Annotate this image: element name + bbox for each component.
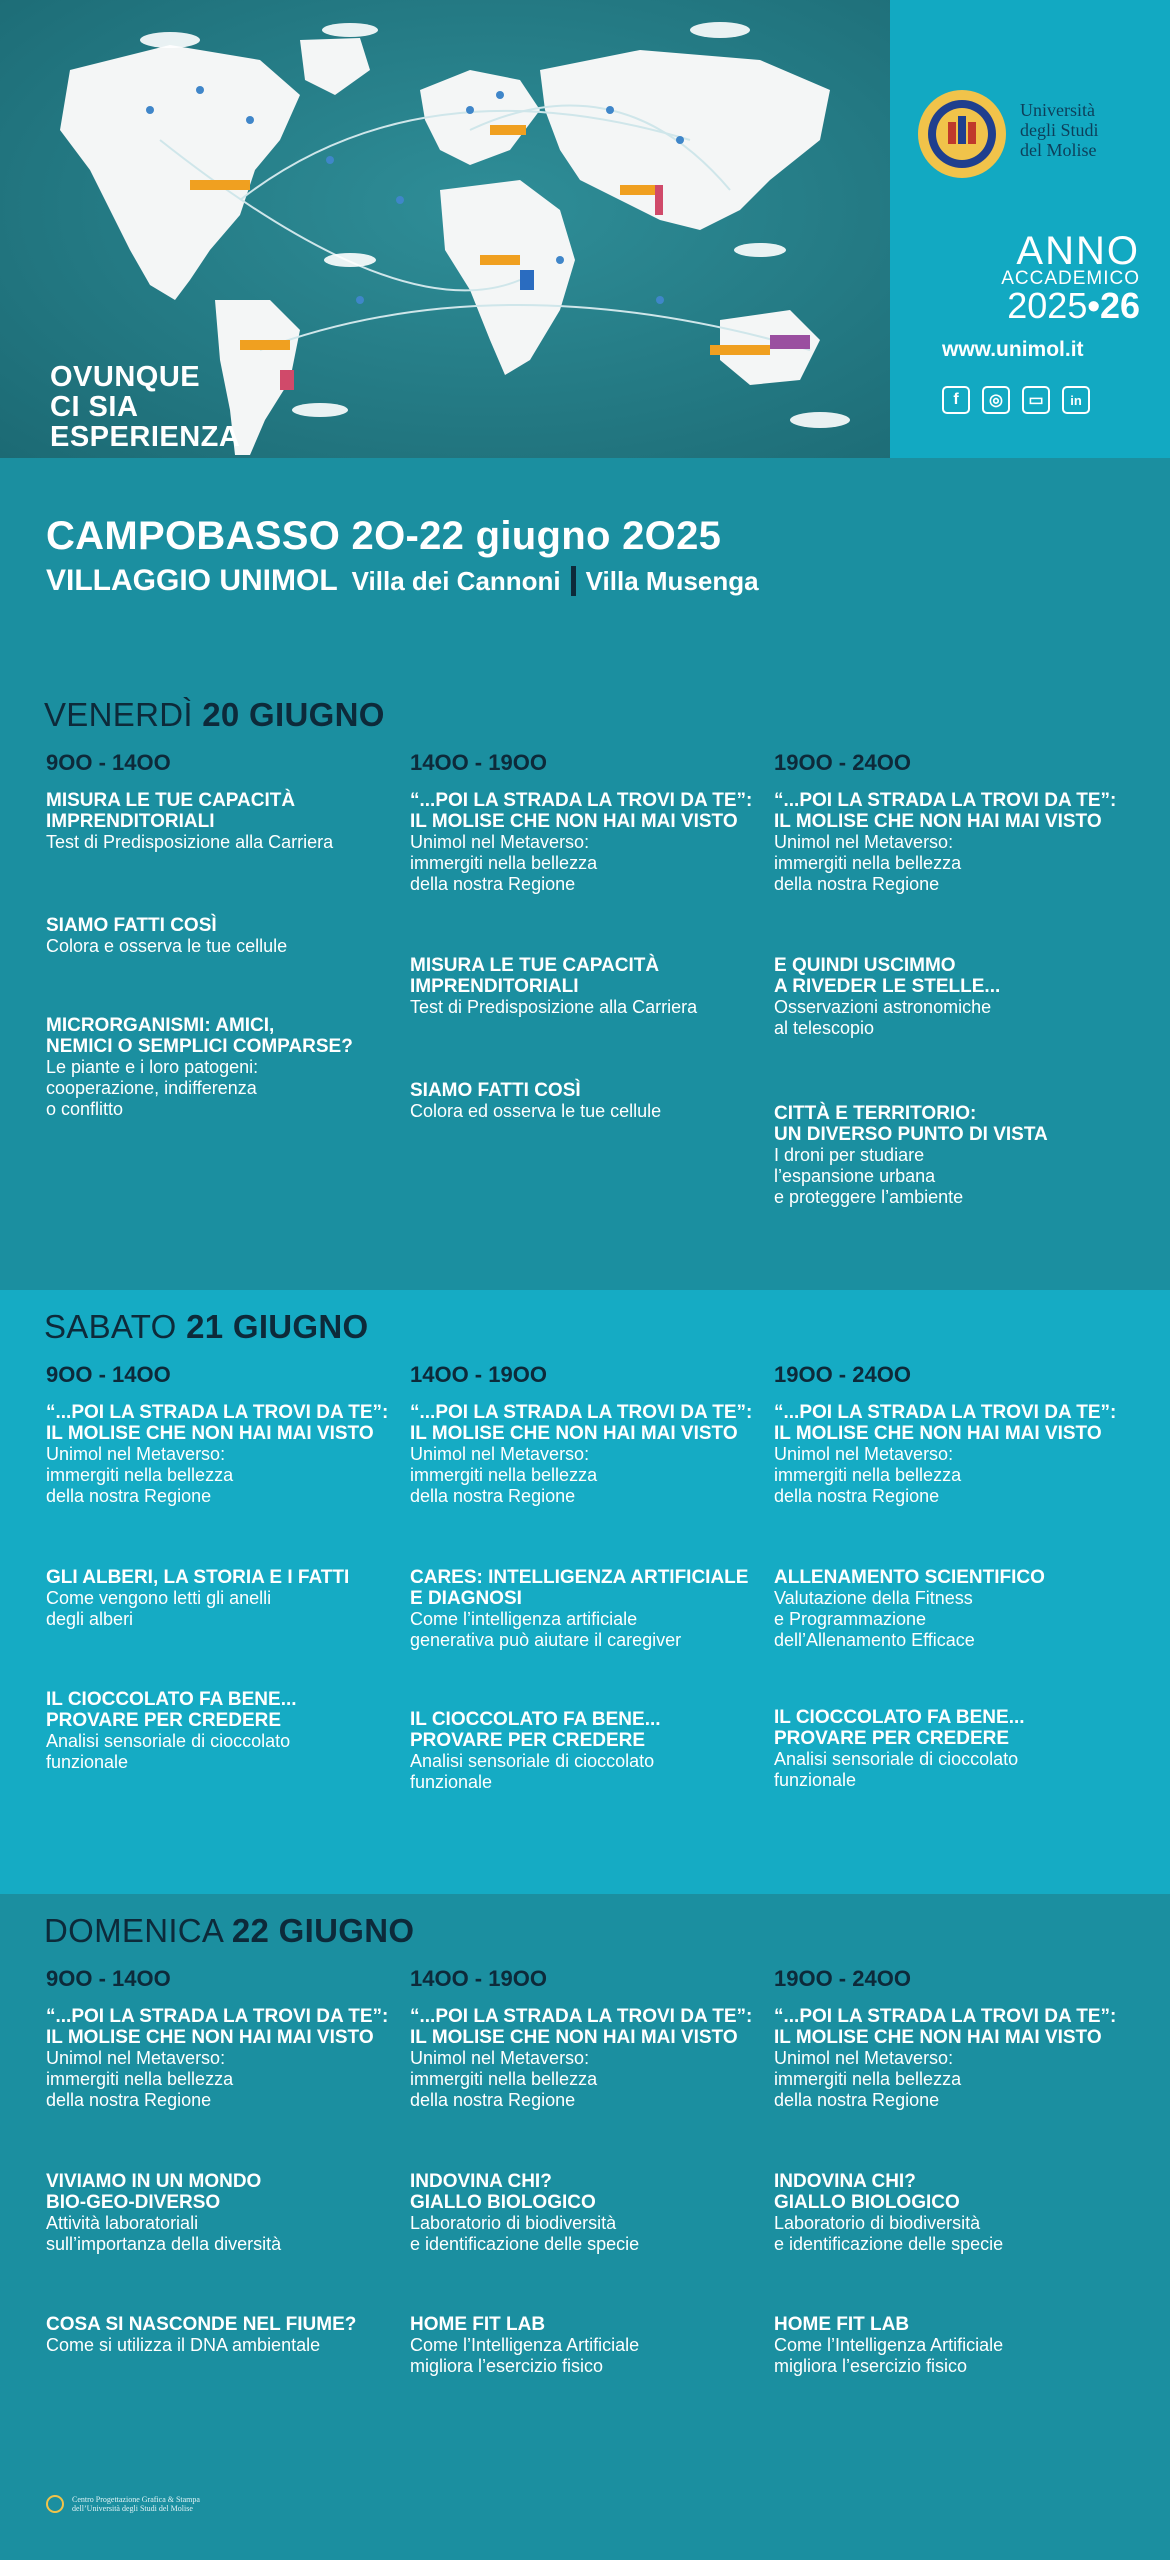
- activity-title: “...POI LA STRADA LA TROVI DA TE”: IL MOLISE CHE NON HAI MAI VISTO: [774, 2006, 1117, 2048]
- activity: [410, 1567, 760, 1709]
- instagram-icon[interactable]: ◎: [982, 386, 1010, 414]
- activity-title: “...POI LA STRADA LA TROVI DA TE”: IL MOLISE CHE NON HAI MAI VISTO: [774, 790, 1117, 832]
- time-slot: 14OO - 19OO: [410, 1966, 547, 1991]
- venue-name: Villa Musenga: [585, 565, 759, 596]
- day-name: VENERDÌ: [44, 696, 193, 733]
- activity-title: CARES: INTELLIGENZA ARTIFICIALE E DIAGNOSI: [410, 1567, 749, 1609]
- time-slot: 19OO - 24OO: [774, 1362, 911, 1387]
- time-slot: 9OO - 14OO: [46, 1362, 171, 1387]
- activity-title: MICRORGANISMI: AMICI, NEMICI O SEMPLICI COMPARSE?: [46, 1015, 353, 1057]
- day-date: 22 GIUGNO: [231, 1912, 415, 1949]
- activity: [46, 1567, 396, 1689]
- footer-line: dell’Università degli Studi del Molise: [72, 2504, 193, 2513]
- academic-year: [940, 229, 1140, 326]
- activity-description: Come l’Intelligenza Artificiale migliora l’esercizio fisico: [774, 2335, 1004, 2376]
- activity-description: Unimol nel Metaverso: immergiti nella bellezza della nostra Regione: [46, 2048, 234, 2110]
- activity: [46, 1402, 396, 1567]
- university-name-line: degli Studi: [1020, 120, 1099, 140]
- day-title: [44, 1308, 369, 1346]
- university-name-line: del Molise: [1020, 140, 1097, 160]
- activity-description: Attività laboratoriali sull’importanza della diversità: [46, 2213, 282, 2254]
- activity: [410, 2171, 760, 2314]
- activity-description: Unimol nel Metaverso: immergiti nella bellezza della nostra Regione: [46, 1444, 234, 1506]
- activity: [410, 790, 760, 955]
- activity-title: IL CIOCCOLATO FA BENE... PROVARE PER CREDERE: [410, 1709, 661, 1751]
- activity: [410, 955, 760, 1080]
- activity: [774, 2171, 1124, 2314]
- footer-text: [72, 2495, 200, 2513]
- activity-description: Unimol nel Metaverso: immergiti nella bellezza della nostra Regione: [774, 1444, 962, 1506]
- activity-title: COSA SI NASCONDE NEL FIUME?: [46, 2314, 357, 2335]
- activity-title: “...POI LA STRADA LA TROVI DA TE”: IL MOLISE CHE NON HAI MAI VISTO: [46, 1402, 389, 1444]
- venue-name: Villa dei Cannoni: [351, 565, 561, 596]
- activity-description: Le piante e i loro patogeni: cooperazione, indifferenza o conflitto: [46, 1057, 259, 1119]
- activity: [46, 915, 396, 1015]
- activity-description: Unimol nel Metaverso: immergiti nella bellezza della nostra Regione: [410, 2048, 598, 2110]
- activity: [410, 1402, 760, 1567]
- academic-years: [940, 285, 1140, 326]
- activity-description: Laboratorio di biodiversità e identificazione delle specie: [410, 2213, 640, 2254]
- activity: [410, 1709, 760, 1793]
- footer-line: Centro Progettazione Grafica & Stampa: [72, 2495, 200, 2504]
- activity-title: SIAMO FATTI COSÌ: [410, 1080, 581, 1101]
- activity-title: SIAMO FATTI COSÌ: [46, 915, 217, 936]
- year-start: 2025: [1007, 285, 1088, 326]
- activity-title: “...POI LA STRADA LA TROVI DA TE”: IL MOLISE CHE NON HAI MAI VISTO: [774, 1402, 1117, 1444]
- activity-title: INDOVINA CHI? GIALLO BIOLOGICO: [410, 2171, 596, 2213]
- youtube-icon[interactable]: ▭: [1022, 386, 1050, 414]
- anno-label: ANNO: [1016, 229, 1140, 273]
- university-name-line: Università: [1020, 100, 1095, 120]
- day-title: [44, 1912, 414, 1950]
- slogan-line: CI SIA: [50, 391, 139, 423]
- event-venues: [46, 564, 759, 598]
- activity-description: Unimol nel Metaverso: immergiti nella bellezza della nostra Regione: [774, 2048, 962, 2110]
- activity-title: CITTÀ E TERRITORIO: UN DIVERSO PUNTO DI VISTA: [774, 1103, 1048, 1145]
- activity-title: MISURA LE TUE CAPACITÀ IMPRENDITORIALI: [46, 790, 296, 832]
- activity: [774, 2006, 1124, 2171]
- slogan-line: OVUNQUE: [50, 361, 201, 393]
- activity-title: “...POI LA STRADA LA TROVI DA TE”: IL MOLISE CHE NON HAI MAI VISTO: [410, 1402, 753, 1444]
- day-title: [44, 696, 385, 734]
- time-slot: 9OO - 14OO: [46, 750, 171, 775]
- activity: [46, 1015, 396, 1120]
- day-section-saturday: [0, 1290, 1170, 1894]
- activity-description: Colora ed osserva le tue cellule: [410, 1101, 662, 1121]
- day-name: DOMENICA: [44, 1912, 223, 1949]
- website-link[interactable]: www.unimol.it: [942, 338, 1084, 361]
- activity: [46, 790, 396, 915]
- activity-title: “...POI LA STRADA LA TROVI DA TE”: IL MOLISE CHE NON HAI MAI VISTO: [410, 2006, 753, 2048]
- activity: [46, 1689, 396, 1773]
- venue-divider: [571, 566, 576, 596]
- time-column: [46, 1966, 396, 2356]
- slogan-line: ESPERIENZA: [50, 421, 241, 453]
- activity: [46, 2171, 396, 2314]
- activity: [46, 2006, 396, 2171]
- time-column: [46, 1362, 396, 1773]
- activity-description: I droni per studiare l’espansione urbana e proteggere l’ambiente: [774, 1145, 964, 1207]
- activity: [774, 1103, 1124, 1208]
- activity-description: Osservazioni astronomiche al telescopio: [774, 997, 992, 1038]
- activity-title: HOME FIT LAB: [774, 2314, 910, 2335]
- activity-description: Analisi sensoriale di cioccolato funzionale: [410, 1751, 655, 1792]
- time-slot: 14OO - 19OO: [410, 1362, 547, 1387]
- footer-credit: [46, 2495, 200, 2513]
- university-logo: [916, 88, 1008, 180]
- activity: [410, 1080, 760, 1122]
- hero-slogan: [50, 362, 240, 452]
- activity-title: “...POI LA STRADA LA TROVI DA TE”: IL MOLISE CHE NON HAI MAI VISTO: [46, 2006, 389, 2048]
- activity-title: VIVIAMO IN UN MONDO BIO-GEO-DIVERSO: [46, 2171, 262, 2213]
- year-separator: •: [1087, 285, 1100, 326]
- village-name: VILLAGGIO UNIMOL: [46, 564, 338, 597]
- activity-description: Come l’intelligenza artificiale generativa può aiutare il caregiver: [410, 1609, 682, 1650]
- time-column: [46, 750, 396, 1120]
- activity-description: Unimol nel Metaverso: immergiti nella bellezza della nostra Regione: [774, 832, 962, 894]
- activity-title: E QUINDI USCIMMO A RIVEDER LE STELLE...: [774, 955, 1001, 997]
- activity-title: HOME FIT LAB: [410, 2314, 546, 2335]
- activity-description: Colora e osserva le tue cellule: [46, 936, 288, 956]
- activity-description: Come vengono letti gli anelli degli alberi: [46, 1588, 272, 1629]
- activity: [774, 1402, 1124, 1567]
- activity: [774, 955, 1124, 1103]
- activity-title: IL CIOCCOLATO FA BENE... PROVARE PER CREDERE: [46, 1689, 297, 1731]
- time-column: [774, 1362, 1124, 1791]
- activity-description: Test di Predisposizione alla Carriera: [410, 997, 698, 1017]
- activity-title: “...POI LA STRADA LA TROVI DA TE”: IL MOLISE CHE NON HAI MAI VISTO: [410, 790, 753, 832]
- activity-description: Analisi sensoriale di cioccolato funzionale: [46, 1731, 291, 1772]
- event-title: CAMPOBASSO 2O-22 giugno 2O25: [46, 514, 722, 558]
- event-header: [0, 458, 1170, 678]
- time-column: [410, 1362, 760, 1793]
- activity: [410, 2314, 760, 2377]
- linkedin-icon[interactable]: in: [1062, 386, 1090, 414]
- day-section-sunday: [0, 1894, 1170, 2560]
- activity-description: Come si utilizza il DNA ambientale: [46, 2335, 321, 2355]
- activity-description: Come l’Intelligenza Artificiale migliora l’esercizio fisico: [410, 2335, 640, 2376]
- activity-description: Laboratorio di biodiversità e identificazione delle specie: [774, 2213, 1004, 2254]
- activity-description: Test di Predisposizione alla Carriera: [46, 832, 334, 852]
- activity-description: Valutazione della Fitness e Programmazione dell’Allenamento Efficace: [774, 1588, 975, 1650]
- day-date: 20 GIUGNO: [202, 696, 385, 733]
- activity-title: GLI ALBERI, LA STORIA E I FATTI: [46, 1567, 350, 1588]
- activity: [774, 2314, 1124, 2377]
- time-column: [774, 750, 1124, 1208]
- activity: [774, 1567, 1124, 1707]
- university-seal-icon: [46, 2495, 64, 2513]
- activity-description: Unimol nel Metaverso: immergiti nella bellezza della nostra Regione: [410, 832, 598, 894]
- time-slot: 19OO - 24OO: [774, 1966, 911, 1991]
- hero-sidebar: [890, 0, 1170, 458]
- time-slot: 9OO - 14OO: [46, 1966, 171, 1991]
- social-links: [942, 386, 1090, 414]
- university-name: [1020, 100, 1099, 160]
- year-end: 26: [1099, 285, 1140, 326]
- world-map-illustration: [0, 0, 890, 458]
- activity-title: IL CIOCCOLATO FA BENE... PROVARE PER CREDERE: [774, 1707, 1025, 1749]
- activity: [410, 2006, 760, 2171]
- time-column: [774, 1966, 1124, 2377]
- day-name: SABATO: [44, 1308, 177, 1345]
- activity: [46, 2314, 396, 2356]
- time-slot: 19OO - 24OO: [774, 750, 911, 775]
- activity: [774, 790, 1124, 955]
- activity-description: Unimol nel Metaverso: immergiti nella bellezza della nostra Regione: [410, 1444, 598, 1506]
- day-section-friday: [0, 678, 1170, 1290]
- time-column: [410, 750, 760, 1122]
- activity-title: MISURA LE TUE CAPACITÀ IMPRENDITORIALI: [410, 955, 660, 997]
- time-column: [410, 1966, 760, 2377]
- accademico-label: ACCADEMICO: [1001, 268, 1140, 289]
- activity-title: INDOVINA CHI? GIALLO BIOLOGICO: [774, 2171, 960, 2213]
- activity: [774, 1707, 1124, 1791]
- day-date: 21 GIUGNO: [186, 1308, 369, 1345]
- facebook-icon[interactable]: f: [942, 386, 970, 414]
- activity-description: Analisi sensoriale di cioccolato funzionale: [774, 1749, 1019, 1790]
- activity-title: ALLENAMENTO SCIENTIFICO: [774, 1567, 1045, 1588]
- time-slot: 14OO - 19OO: [410, 750, 547, 775]
- hero-banner: [0, 0, 1170, 458]
